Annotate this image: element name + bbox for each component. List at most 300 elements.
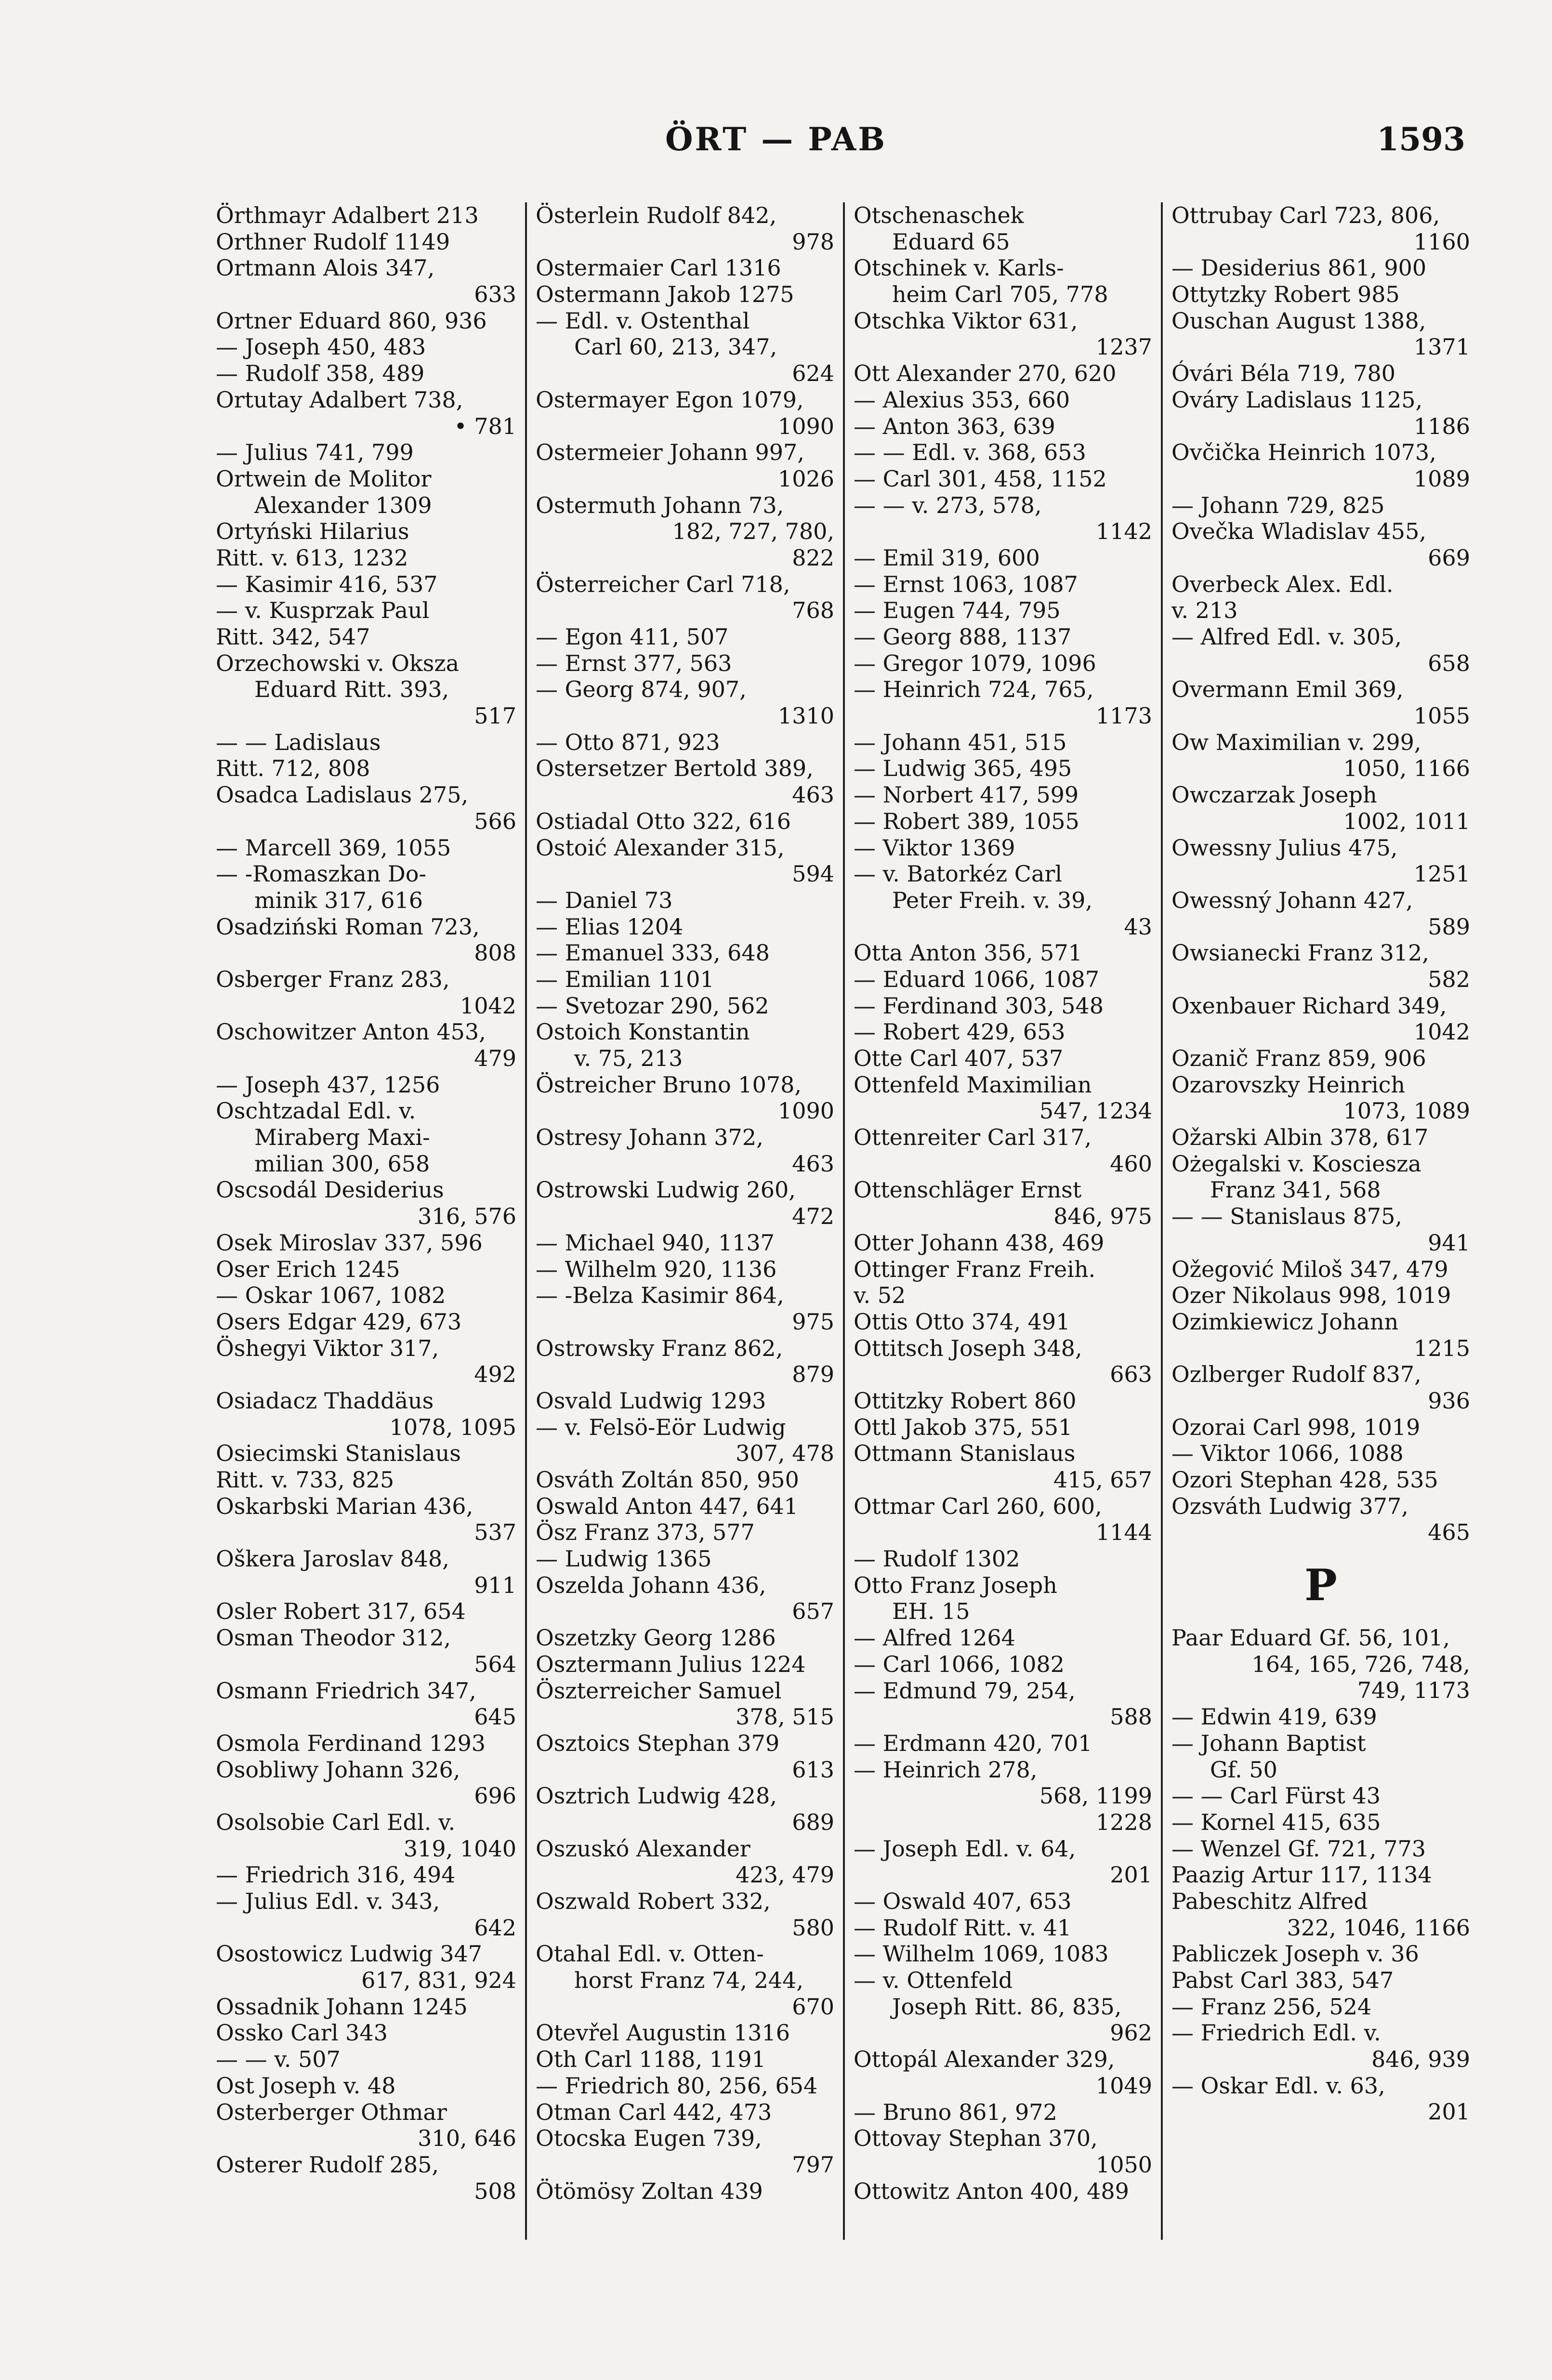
page-header xyxy=(0,120,1552,178)
index-entry-line: 879 xyxy=(792,1361,834,1388)
index-entry-line: 624 xyxy=(792,360,834,387)
index-entry-line: Osztermann Julius 1224 xyxy=(536,1651,806,1677)
index-entry-line: — Joseph 437, 1256 xyxy=(216,1071,440,1098)
index-entry-line: 472 xyxy=(792,1203,834,1230)
index-entry-line: — Wenzel Gf. 721, 773 xyxy=(1171,1835,1426,1862)
index-entry-line: Osterer Rudolf 285, xyxy=(216,2151,439,2178)
index-entry-line: 1090 xyxy=(777,1098,834,1124)
index-entry-line: 670 xyxy=(792,1993,834,2020)
index-entry-line: Osek Miroslav 337, 596 xyxy=(216,1229,483,1256)
index-entry-line: Ösz Franz 373, 577 xyxy=(536,1519,755,1546)
index-entry-line: 696 xyxy=(474,1783,516,1809)
index-entry-line: — Marcell 369, 1055 xyxy=(216,834,451,861)
index-entry-line: Osiadacz Thaddäus xyxy=(216,1387,434,1414)
index-entry-line: Ostoich Konstantin xyxy=(536,1019,750,1045)
index-entry-line: 566 xyxy=(474,808,516,834)
index-entry-line: Pabeschitz Alfred xyxy=(1171,1888,1368,1914)
index-entry-line: 1026 xyxy=(777,465,834,492)
index-entry-line: 1144 xyxy=(1095,1519,1152,1546)
index-entry-line: — Carl 1066, 1082 xyxy=(854,1651,1065,1677)
index-entry-line: Ostresy Johann 372, xyxy=(536,1124,763,1151)
index-entry-line: — Daniel 73 xyxy=(536,887,673,913)
index-entry-line: Osztoics Stephan 379 xyxy=(536,1730,780,1756)
index-entry-line: Ossadnik Johann 1245 xyxy=(216,1993,468,2020)
index-column-4 xyxy=(1161,202,1479,2240)
index-entry-line: Ottrubay Carl 723, 806, xyxy=(1171,202,1440,228)
index-entry-line: — Julius Edl. v. 343, xyxy=(216,1888,440,1914)
index-entry-line: — Gregor 1079, 1096 xyxy=(854,650,1096,676)
index-entry-line: Ostermayer Egon 1079, xyxy=(536,386,804,413)
index-entry-line: Osostowicz Ludwig 347 xyxy=(216,1941,483,1967)
index-entry-line: — Eduard 1066, 1087 xyxy=(854,966,1100,992)
index-entry-line: — — v. 273, 578, xyxy=(854,492,1042,518)
index-entry-line: Ostoić Alexander 315, xyxy=(536,834,785,861)
index-entry-line: Ottytzky Robert 985 xyxy=(1171,281,1400,308)
index-entry-line: Ow Maximilian v. 299, xyxy=(1171,729,1421,755)
index-entry-line: 307, 478 xyxy=(736,1440,834,1467)
index-entry-line: — Heinrich 278, xyxy=(854,1756,1038,1783)
index-entry-line: Otto Franz Joseph xyxy=(854,1572,1057,1598)
index-entry-line: milian 300, 658 xyxy=(254,1150,430,1177)
index-entry-line: Osberger Franz 283, xyxy=(216,966,450,992)
index-entry-line: — Emilian 1101 xyxy=(536,966,714,992)
index-entry-line: v. 75, 213 xyxy=(574,1045,683,1071)
index-entry-line: Otte Carl 407, 537 xyxy=(854,1045,1064,1071)
index-entry-line: 564 xyxy=(474,1651,516,1677)
index-entry-line: 1073, 1089 xyxy=(1343,1098,1470,1124)
index-entry-line: Otschka Viktor 631, xyxy=(854,307,1078,334)
index-entry-line: Oszelda Johann 436, xyxy=(536,1572,766,1598)
index-entry-line: Ottopál Alexander 329, xyxy=(854,2046,1115,2073)
index-entry-line: — Emil 319, 600 xyxy=(854,544,1040,571)
index-entry-line: — Edwin 419, 639 xyxy=(1171,1704,1377,1730)
index-entry-line: 613 xyxy=(792,1756,834,1783)
index-entry-line: Osers Edgar 429, 673 xyxy=(216,1308,462,1335)
index-entry-line: Ozsváth Ludwig 377, xyxy=(1171,1493,1408,1519)
index-entry-line: Österreicher Carl 718, xyxy=(536,571,790,597)
index-entry-line: Oschtzadal Edl. v. xyxy=(216,1098,416,1124)
index-entry-line: Ostrowsky Franz 862, xyxy=(536,1335,783,1361)
index-entry-line: — — Edl. v. 368, 653 xyxy=(854,439,1086,466)
index-entry-line: — Ludwig 365, 495 xyxy=(854,755,1072,782)
index-entry-line: 201 xyxy=(1428,2099,1470,2125)
index-entry-line: Otschinek v. Karls- xyxy=(854,255,1064,281)
index-entry-line: v. 52 xyxy=(854,1282,906,1309)
index-entry-line: — Viktor 1066, 1088 xyxy=(1171,1440,1404,1467)
index-entry-line: Ostrowski Ludwig 260, xyxy=(536,1177,796,1203)
index-entry-line: 43 xyxy=(1124,913,1152,940)
index-entry-line: Joseph Ritt. 86, 835, xyxy=(892,1993,1122,2020)
index-entry-line: — Egon 411, 507 xyxy=(536,624,729,650)
index-entry-line: Otter Johann 438, 469 xyxy=(854,1229,1105,1256)
index-entry-line: 962 xyxy=(1110,2020,1152,2046)
index-entry-line: 1050, 1166 xyxy=(1343,755,1470,782)
index-entry-line: 492 xyxy=(474,1361,516,1388)
index-entry-line: 645 xyxy=(474,1704,516,1730)
index-entry-line: Oschowitzer Anton 453, xyxy=(216,1019,486,1045)
index-entry-line: — Erdmann 420, 701 xyxy=(854,1730,1092,1756)
index-entry-line: — Georg 888, 1137 xyxy=(854,624,1072,650)
index-entry-line: Osztrich Ludwig 428, xyxy=(536,1783,777,1809)
index-entry-line: 589 xyxy=(1428,913,1470,940)
index-entry-line: 537 xyxy=(474,1519,516,1546)
index-entry-line: Ottitzky Robert 860 xyxy=(854,1387,1077,1414)
index-entry-line: 594 xyxy=(792,861,834,887)
index-entry-line: Ossko Carl 343 xyxy=(216,2020,388,2046)
index-entry-line: 1228 xyxy=(1095,1809,1152,1835)
section-letter-heading: P xyxy=(1304,1560,1337,1611)
index-entry-line: — Franz 256, 524 xyxy=(1171,1993,1372,2020)
index-entry-line: 1237 xyxy=(1095,334,1152,360)
index-column-2 xyxy=(525,202,843,2240)
index-entry-line: Öszterreicher Samuel xyxy=(536,1677,782,1704)
index-entry-line: Ouschan August 1388, xyxy=(1171,307,1426,334)
index-entry-line: — Heinrich 724, 765, xyxy=(854,676,1094,703)
index-entry-line: Otocska Eugen 739, xyxy=(536,2125,762,2152)
index-entry-line: Ozarovszky Heinrich xyxy=(1171,1071,1406,1098)
index-column-1 xyxy=(207,202,525,2240)
index-entry-line: 580 xyxy=(792,1914,834,1941)
index-entry-line: Örthmayr Adalbert 213 xyxy=(216,202,479,228)
index-entry-line: 822 xyxy=(792,544,834,571)
index-entry-line: Ortmann Alois 347, xyxy=(216,255,435,281)
index-entry-line: Osler Robert 317, 654 xyxy=(216,1598,466,1625)
index-entry-line: 617, 831, 924 xyxy=(361,1967,516,1994)
index-entry-line: Ostermuth Johann 73, xyxy=(536,492,784,518)
index-entry-line: — v. Ottenfeld xyxy=(854,1967,1013,1994)
index-entry-line: 797 xyxy=(792,2151,834,2178)
index-entry-line: — v. Kusprzak Paul xyxy=(216,597,430,624)
index-entry-line: 808 xyxy=(474,940,516,966)
index-entry-line: — Desiderius 861, 900 xyxy=(1171,255,1427,281)
index-entry-line: Ortutay Adalbert 738, xyxy=(216,386,463,413)
index-entry-line: — v. Batorkéz Carl xyxy=(854,861,1063,887)
index-entry-line: — Oskar 1067, 1082 xyxy=(216,1282,446,1309)
index-entry-line: 1090 xyxy=(777,413,834,439)
index-entry-line: Ötömösy Zoltan 439 xyxy=(536,2178,763,2204)
index-entry-line: Ottmar Carl 260, 600, xyxy=(854,1493,1102,1519)
index-entry-line: Paazig Artur 117, 1134 xyxy=(1171,1862,1432,1888)
index-columns xyxy=(207,202,1479,2240)
index-entry-line: Pabliczek Joseph v. 36 xyxy=(1171,1941,1419,1967)
index-entry-line: 633 xyxy=(474,281,516,308)
index-entry-line: — Friedrich 80, 256, 654 xyxy=(536,2072,818,2099)
index-entry-line: Ottenreiter Carl 317, xyxy=(854,1124,1092,1151)
index-entry-line: Osman Theodor 312, xyxy=(216,1625,451,1651)
index-entry-line: Owsianecki Franz 312, xyxy=(1171,940,1429,966)
index-entry-line: 423, 479 xyxy=(736,1862,834,1888)
index-entry-line: — — Carl Fürst 43 xyxy=(1171,1783,1381,1809)
index-entry-line: Osadca Ladislaus 275, xyxy=(216,782,469,808)
index-entry-line: Osiecimski Stanislaus xyxy=(216,1440,461,1467)
index-entry-line: 1042 xyxy=(1413,1019,1470,1045)
index-entry-line: Otta Anton 356, 571 xyxy=(854,940,1082,966)
index-entry-line: — Rudolf 358, 489 xyxy=(216,360,425,387)
index-entry-line: Ostermaier Carl 1316 xyxy=(536,255,781,281)
index-entry-line: 1042 xyxy=(460,992,516,1019)
index-entry-line: Ostersetzer Bertold 389, xyxy=(536,755,814,782)
index-entry-line: 463 xyxy=(792,782,834,808)
index-entry-line: — Kornel 415, 635 xyxy=(1171,1809,1381,1835)
index-entry-line: Ováry Ladislaus 1125, xyxy=(1171,386,1423,413)
index-entry-line: — Emanuel 333, 648 xyxy=(536,940,770,966)
index-entry-line: — Rudolf Ritt. v. 41 xyxy=(854,1914,1072,1941)
index-entry-line: 689 xyxy=(792,1809,834,1835)
index-entry-line: Osterberger Othmar xyxy=(216,2099,447,2125)
index-entry-line: — Otto 871, 923 xyxy=(536,729,720,755)
index-entry-line: — Alfred Edl. v. 305, xyxy=(1171,624,1402,650)
index-entry-line: — — Ladislaus xyxy=(216,729,381,755)
index-entry-line: — Oswald 407, 653 xyxy=(854,1888,1072,1914)
index-entry-line: Eduard 65 xyxy=(892,228,1010,255)
index-entry-line: Ozer Nikolaus 998, 1019 xyxy=(1171,1282,1451,1309)
index-entry-line: Öshegyi Viktor 317, xyxy=(216,1335,439,1361)
index-entry-line: — Kasimir 416, 537 xyxy=(216,571,438,597)
index-entry-line: 547, 1234 xyxy=(1039,1098,1152,1124)
index-entry-line: Carl 60, 213, 347, xyxy=(574,334,777,360)
index-entry-line: Ortner Eduard 860, 936 xyxy=(216,307,487,334)
index-entry-line: — Ernst 377, 563 xyxy=(536,650,732,676)
index-entry-line: 378, 515 xyxy=(736,1704,834,1730)
index-entry-line: Oswald Anton 447, 641 xyxy=(536,1493,799,1519)
index-entry-line: — -Belza Kasimir 864, xyxy=(536,1282,784,1309)
index-entry-line: Osmola Ferdinand 1293 xyxy=(216,1730,486,1756)
index-entry-line: Ottis Otto 374, 491 xyxy=(854,1308,1070,1335)
index-entry-line: 1371 xyxy=(1413,334,1470,360)
index-entry-line: 319, 1040 xyxy=(403,1835,516,1862)
index-entry-line: 415, 657 xyxy=(1053,1467,1152,1493)
index-entry-line: Otevřel Augustin 1316 xyxy=(536,2020,790,2046)
index-entry-line: Oser Erich 1245 xyxy=(216,1256,400,1282)
index-entry-line: 201 xyxy=(1110,1862,1152,1888)
index-entry-line: Ottitsch Joseph 348, xyxy=(854,1335,1082,1361)
index-entry-line: 978 xyxy=(792,228,834,255)
index-entry-line: 975 xyxy=(792,1308,834,1335)
index-entry-line: Ottenschläger Ernst xyxy=(854,1177,1082,1203)
index-entry-line: Ovečka Wladislav 455, xyxy=(1171,518,1426,545)
index-entry-line: 460 xyxy=(1110,1150,1152,1177)
index-entry-line: — Svetozar 290, 562 xyxy=(536,992,769,1019)
index-entry-line: 936 xyxy=(1428,1387,1470,1414)
index-entry-line: Paar Eduard Gf. 56, 101, xyxy=(1171,1625,1450,1651)
index-entry-line: — Edl. v. Ostenthal xyxy=(536,307,750,334)
index-entry-line: • 781 xyxy=(454,413,516,439)
index-entry-line: 1173 xyxy=(1095,703,1152,729)
index-entry-line: 508 xyxy=(474,2178,516,2204)
index-entry-line: Ottinger Franz Freih. xyxy=(854,1256,1096,1282)
index-entry-line: Ovčička Heinrich 1073, xyxy=(1171,439,1436,466)
index-entry-line: Ritt. 712, 808 xyxy=(216,755,370,782)
index-entry-line: 657 xyxy=(792,1598,834,1625)
index-entry-line: Ozori Stephan 428, 535 xyxy=(1171,1467,1438,1493)
index-entry-line: — Eugen 744, 795 xyxy=(854,597,1061,624)
index-entry-line: 1089 xyxy=(1413,465,1470,492)
index-entry-line: Ritt. v. 613, 1232 xyxy=(216,544,408,571)
index-entry-line: 1078, 1095 xyxy=(389,1414,516,1440)
index-entry-line: Osolsobie Carl Edl. v. xyxy=(216,1809,456,1835)
index-entry-line: 846, 975 xyxy=(1053,1203,1152,1230)
index-entry-line: Ostermeier Johann 997, xyxy=(536,439,804,466)
index-entry-line: — Alexius 353, 660 xyxy=(854,386,1070,413)
index-entry-line: 582 xyxy=(1428,966,1470,992)
index-entry-line: — Friedrich Edl. v. xyxy=(1171,2020,1381,2046)
index-entry-line: 479 xyxy=(474,1045,516,1071)
index-entry-line: 182, 727, 780, xyxy=(672,518,834,545)
index-entry-line: 1055 xyxy=(1413,703,1470,729)
index-entry-line: Ottovay Stephan 370, xyxy=(854,2125,1098,2152)
index-entry-line: 322, 1046, 1166 xyxy=(1287,1914,1470,1941)
index-entry-line: Ortyński Hilarius xyxy=(216,518,409,545)
index-entry-line: — Wilhelm 920, 1136 xyxy=(536,1256,777,1282)
index-entry-line: Ostermann Jakob 1275 xyxy=(536,281,794,308)
index-entry-line: 663 xyxy=(1110,1361,1152,1388)
index-entry-line: — Ludwig 1365 xyxy=(536,1546,712,1572)
index-entry-line: Eduard Ritt. 393, xyxy=(254,676,449,703)
index-entry-line: — v. Felsö-Eör Ludwig xyxy=(536,1414,786,1440)
index-entry-line: — Bruno 861, 972 xyxy=(854,2099,1057,2125)
index-entry-line: 911 xyxy=(474,1572,516,1598)
index-entry-line: 658 xyxy=(1428,650,1470,676)
index-entry-line: — Carl 301, 458, 1152 xyxy=(854,465,1107,492)
index-entry-line: 642 xyxy=(474,1914,516,1941)
index-entry-line: — Ernst 1063, 1087 xyxy=(854,571,1078,597)
index-entry-line: Peter Freih. v. 39, xyxy=(892,887,1093,913)
index-entry-line: v. 213 xyxy=(1171,597,1238,624)
index-entry-line: Oxenbauer Richard 349, xyxy=(1171,992,1447,1019)
index-entry-line: Owessný Johann 427, xyxy=(1171,887,1413,913)
index-entry-line: Ottowitz Anton 400, 489 xyxy=(854,2178,1129,2204)
index-entry-line: 316, 576 xyxy=(418,1203,516,1230)
index-entry-line: Oszetzky Georg 1286 xyxy=(536,1625,776,1651)
index-entry-line: — Robert 389, 1055 xyxy=(854,808,1079,834)
index-entry-line: Ottl Jakob 375, 551 xyxy=(854,1414,1073,1440)
index-entry-line: Ott Alexander 270, 620 xyxy=(854,360,1117,387)
index-entry-line: — Wilhelm 1069, 1083 xyxy=(854,1941,1109,1967)
index-entry-line: Osvald Ludwig 1293 xyxy=(536,1387,766,1414)
index-entry-line: — Johann 729, 825 xyxy=(1171,492,1385,518)
index-entry-line: 164, 165, 726, 748, xyxy=(1251,1651,1470,1677)
index-entry-line: Alexander 1309 xyxy=(254,492,432,518)
index-entry-line: Oszuskó Alexander xyxy=(536,1835,750,1862)
index-entry-line: Owessny Julius 475, xyxy=(1171,834,1398,861)
index-entry-line: 846, 939 xyxy=(1371,2046,1470,2073)
index-entry-line: — Edmund 79, 254, xyxy=(854,1677,1076,1704)
index-entry-line: Oscsodál Desiderius xyxy=(216,1177,444,1203)
index-entry-line: Franz 341, 568 xyxy=(1210,1177,1381,1203)
index-entry-line: Ozimkiewicz Johann xyxy=(1171,1308,1399,1335)
index-entry-line: Ožarski Albin 378, 617 xyxy=(1171,1124,1429,1151)
index-entry-line: — — Stanislaus 875, xyxy=(1171,1203,1403,1230)
index-entry-line: — Anton 363, 639 xyxy=(854,413,1055,439)
index-entry-line: Overbeck Alex. Edl. xyxy=(1171,571,1394,597)
index-entry-line: 669 xyxy=(1428,544,1470,571)
index-entry-line: Oszwald Robert 332, xyxy=(536,1888,771,1914)
index-entry-line: — Robert 429, 653 xyxy=(854,1019,1065,1045)
index-entry-line: Miraberg Maxi- xyxy=(254,1124,430,1151)
index-entry-line: Gf. 50 xyxy=(1210,1756,1277,1783)
index-entry-line: Osváth Zoltán 850, 950 xyxy=(536,1467,799,1493)
index-entry-line: 465 xyxy=(1428,1519,1470,1546)
index-entry-line: Osadziński Roman 723, xyxy=(216,913,480,940)
index-entry-line: Otman Carl 442, 473 xyxy=(536,2099,772,2125)
index-entry-line: 749, 1173 xyxy=(1357,1677,1470,1704)
index-entry-line: heim Carl 705, 778 xyxy=(892,281,1108,308)
index-entry-line: Oth Carl 1188, 1191 xyxy=(536,2046,766,2073)
index-entry-line: — Joseph Edl. v. 64, xyxy=(854,1835,1076,1862)
index-entry-line: Ortwein de Molitor xyxy=(216,465,432,492)
index-entry-line: minik 317, 616 xyxy=(254,887,423,913)
index-entry-line: Ritt. 342, 547 xyxy=(216,624,370,650)
index-entry-line: Oskarbski Marian 436, xyxy=(216,1493,473,1519)
index-entry-line: Ostiadal Otto 322, 616 xyxy=(536,808,791,834)
index-entry-line: 941 xyxy=(1428,1229,1470,1256)
index-entry-line: Ottenfeld Maximilian xyxy=(854,1071,1092,1098)
index-entry-line: Ozlberger Rudolf 837, xyxy=(1171,1361,1421,1388)
index-entry-line: Ozorai Carl 998, 1019 xyxy=(1171,1414,1420,1440)
index-entry-line: — Michael 940, 1137 xyxy=(536,1229,775,1256)
index-entry-line: Otahal Edl. v. Otten- xyxy=(536,1941,764,1967)
index-entry-line: — Julius 741, 799 xyxy=(216,439,414,466)
index-entry-line: Overmann Emil 369, xyxy=(1171,676,1404,703)
index-entry-line: 1142 xyxy=(1095,518,1152,545)
index-entry-line: 1310 xyxy=(777,703,834,729)
index-entry-line: — Friedrich 316, 494 xyxy=(216,1862,456,1888)
index-entry-line: 517 xyxy=(474,703,516,729)
index-entry-line: — Norbert 417, 599 xyxy=(854,782,1079,808)
index-entry-line: 1215 xyxy=(1413,1335,1470,1361)
index-entry-line: 1050 xyxy=(1095,2151,1152,2178)
index-entry-line: — Rudolf 1302 xyxy=(854,1546,1020,1572)
index-entry-line: 568, 1199 xyxy=(1039,1783,1152,1809)
page-number: 1593 xyxy=(1377,120,1465,158)
index-entry-line: — Viktor 1369 xyxy=(854,834,1015,861)
index-entry-line: — Johann 451, 515 xyxy=(854,729,1067,755)
index-entry-line: Ozanič Franz 859, 906 xyxy=(1171,1045,1426,1071)
index-entry-line: Osobliwy Johann 326, xyxy=(216,1756,460,1783)
index-entry-line: 768 xyxy=(792,597,834,624)
index-entry-line: Pabst Carl 383, 547 xyxy=(1171,1967,1394,1993)
index-entry-line: Orzechowski v. Oksza xyxy=(216,650,460,676)
page-title: ÖRT — PAB xyxy=(665,120,887,158)
index-entry-line: 1186 xyxy=(1413,413,1470,439)
index-column-3 xyxy=(843,202,1161,2240)
index-entry-line: Ritt. v. 733, 825 xyxy=(216,1467,395,1493)
index-entry-line: — — v. 507 xyxy=(216,2046,341,2073)
index-entry-line: 310, 646 xyxy=(418,2125,516,2152)
index-entry-line: 1160 xyxy=(1413,228,1470,255)
index-entry-line: — -Romaszkan Do- xyxy=(216,861,427,887)
index-entry-line: — Joseph 450, 483 xyxy=(216,334,426,360)
index-entry-line: Österlein Rudolf 842, xyxy=(536,202,777,228)
index-entry-line: 1251 xyxy=(1413,861,1470,887)
index-entry-line: 1049 xyxy=(1095,2072,1152,2099)
index-entry-line: Owczarzak Joseph xyxy=(1171,782,1377,808)
index-entry-line: Ożegalski v. Kosciesza xyxy=(1171,1150,1421,1177)
index-entry-line: — Elias 1204 xyxy=(536,913,684,940)
index-entry-line: Ost Joseph v. 48 xyxy=(216,2072,396,2099)
index-entry-line: Óvári Béla 719, 780 xyxy=(1171,360,1396,387)
index-entry-line: 463 xyxy=(792,1150,834,1177)
index-entry-line: — Ferdinand 303, 548 xyxy=(854,992,1104,1019)
index-entry-line: 1002, 1011 xyxy=(1343,808,1470,834)
index-entry-line: Osmann Friedrich 347, xyxy=(216,1677,476,1704)
index-entry-line: — Oskar Edl. v. 63, xyxy=(1171,2072,1385,2099)
index-entry-line: Oškera Jaroslav 848, xyxy=(216,1546,449,1572)
index-entry-line: 588 xyxy=(1110,1704,1152,1730)
index-entry-line: — Alfred 1264 xyxy=(854,1625,1015,1651)
index-entry-line: — Johann Baptist xyxy=(1171,1730,1366,1756)
index-entry-line: Otschenaschek xyxy=(854,202,1024,228)
